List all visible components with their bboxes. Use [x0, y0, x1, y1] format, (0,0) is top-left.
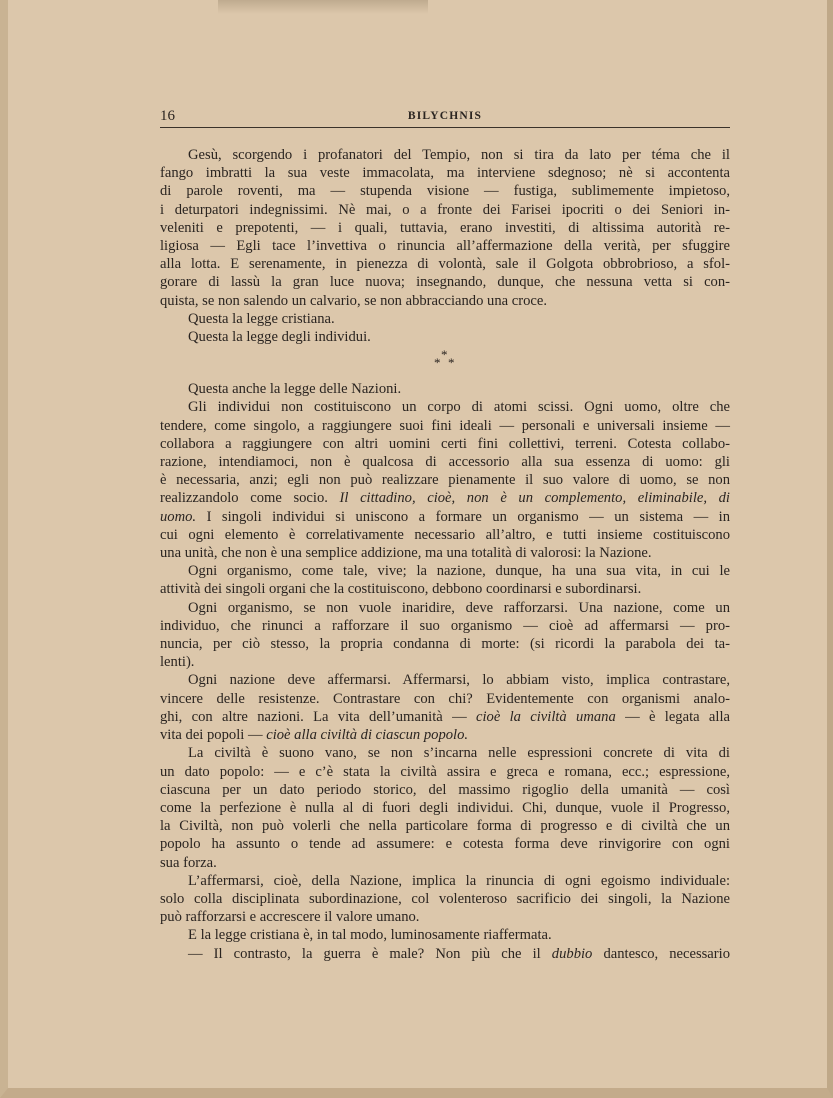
page-number: 16 — [160, 108, 175, 124]
paragraph — [160, 872, 730, 927]
text-line: i deturpatori indegnissimi. Nè mai, o a fronte dei Farisei ipocriti o dei Seniori in- — [160, 201, 730, 218]
text-line — [160, 726, 730, 744]
text-line: Ogni nazione deve affermarsi. Affermarsi, lo abbiam visto, implica contrastare, — [188, 672, 730, 689]
text-line: gorare di lassù la gran luce nuova; insegnando, dunque, che nessuna vetta si con- — [160, 274, 730, 291]
text-line: di parole roventi, ma — stupenda visione — fustiga, sublimemente impietoso, — [160, 183, 730, 200]
text-line: Gli individui non costituiscono un corpo di atomi scissi. Ogni uomo, oltre che — [188, 399, 730, 416]
text-line: Questa la legge degli individui. — [188, 329, 371, 346]
running-title: BILYCHNIS — [407, 110, 483, 122]
text-line: sua forza. — [160, 854, 217, 871]
text-line: veleniti e prepotenti, — i quali, tuttavia, erano investiti, di altissima autorità re- — [160, 219, 730, 236]
text-line: Gesù, scorgendo i profanatori del Tempio, non si tira da lato per téma che il — [188, 147, 730, 163]
text-line: nuncia, per ciò stesso, la propria condanna di morte: (si ricordi la parabola dei ta- — [160, 636, 730, 653]
text-line: attività dei singoli organi che la costituiscono, debbono coordinarsi e subordinarsi. — [160, 581, 642, 598]
text-segment: — Il contrasto, la guerra è male? Non più che il — [188, 945, 541, 962]
text-line: tendere, come singolo, a raggiungere suoi fini ideali — personali e universali insieme — — [160, 417, 730, 434]
asterism — [160, 346, 730, 380]
body-text — [160, 146, 730, 963]
asterism-star: * — [441, 347, 448, 363]
paragraph — [160, 671, 730, 744]
text-line: razione, intendiamoci, non è qualcosa di accessorio alla sua essenza di uomo: gli — [160, 454, 730, 471]
text-line: la Civiltà, non può volerli che nella particolare forma di progresso e di civiltà che un — [160, 818, 730, 835]
text-line: L’affermarsi, cioè, della Nazione, implica la rinuncia di ogni egoismo individuale: — [188, 872, 730, 889]
text-segment: vita dei popoli — — [160, 727, 263, 744]
italic-text: dubbio — [551, 945, 593, 962]
text-line: ciascuna per un dato periodo storico, del massimo rigoglio della umanità — così — [160, 781, 730, 798]
italic-text: cioè la civiltà umana — [475, 708, 616, 725]
text-line: La civiltà è suono vano, se non s’incarna nelle espressioni concrete di vita di — [188, 745, 730, 762]
text-segment: I singoli individui si uniscono a formare un organismo — un sistema — in — [206, 508, 730, 525]
text-line: E la legge cristiana è, in tal modo, luminosamente riaffermata. — [188, 927, 552, 944]
text-line: Questa la legge cristiana. — [188, 310, 335, 327]
text-line: un dato popolo: — e c’è stata la civiltà assira e greca e romana, ecc.; espressione, — [160, 763, 730, 780]
text-line: alla lotta. E serenamente, in pienezza di volontà, sale il Golgota obbrobrioso, a sfol- — [160, 256, 730, 273]
text-line: ligiosa — Egli tace l’invettiva o rinuncia all’affermazione della verità, per sfuggire — [160, 238, 730, 255]
text-line — [160, 945, 730, 963]
italic-text: uomo. — [160, 508, 197, 525]
text-line: solo colla disciplinata subordinazione, col volenteroso sacrificio dei singoli, la Nazione — [160, 890, 730, 907]
text-segment: dantesco, necessario — [603, 945, 730, 962]
paper-stain — [218, 0, 428, 14]
text-line: come la perfezione è nulla al di fuori degli individui. Chi, dunque, vuole il Progresso, — [160, 799, 730, 816]
text-line: è necessaria, anzi; egli non può realizzare pienamente il suo valore di uomo, se non — [160, 472, 730, 489]
text-line: popolo ha assunto o tende ad assumere: e cotesta forma deve rinvigorire con ogni — [160, 836, 730, 853]
text-line: collabora a raggiungere con altri uomini certi fini collettivi, terreni. Cotesta collabo- — [160, 435, 730, 452]
text-line: vincere delle resistenze. Contrastare con chi? Evidentemente con organismi analo- — [160, 690, 730, 707]
text-line: una unità, che non è una semplice addizione, ma una totalità di valorosi: la Nazione. — [160, 545, 652, 562]
text-segment: ghi, con altre nazioni. La vita dell’umanità — — [160, 708, 467, 725]
page-header — [160, 108, 730, 128]
italic-text: cioè alla civiltà di ciascun popolo. — [266, 727, 469, 744]
text-line: quista, se non salendo un calvario, se non abbracciando una croce. — [160, 292, 547, 309]
text-line — [160, 489, 730, 507]
paragraph — [160, 562, 730, 598]
paragraph — [160, 398, 730, 562]
paragraph — [160, 599, 730, 672]
text-line: Questa anche la legge delle Nazioni. — [188, 381, 402, 398]
header-rule — [160, 127, 730, 128]
paragraph — [160, 744, 730, 871]
italic-text: Il cittadino, cioè, non è un complemento, eliminabile, di — [339, 490, 730, 507]
text-line: può rafforzarsi e accrescere il valore umano. — [160, 909, 420, 926]
asterism-star: * — [434, 355, 441, 371]
text-line: individuo, che rinunci a rafforzare il suo organismo — cioè ad affermarsi — pro- — [160, 617, 730, 634]
text-segment: — è legata alla — [625, 708, 730, 725]
paragraph — [160, 146, 730, 310]
text-line: Ogni organismo, come tale, vive; la nazione, dunque, ha una sua vita, in cui le — [188, 563, 730, 580]
text-line: Ogni organismo, se non vuole inaridire, deve rafforzarsi. Una nazione, come un — [188, 599, 730, 616]
text-segment: realizzandolo come socio. — [160, 490, 328, 507]
text-line — [160, 708, 730, 726]
text-line: fango imbratti la sua veste immacolata, ma interviene sdegnoso; nè si accontenta — [160, 165, 730, 182]
text-line — [160, 508, 730, 526]
text-line: cui ogni elemento è correlativamente necessario all’altro, e tutti insieme costituiscono — [160, 526, 730, 543]
text-line: lenti). — [160, 654, 195, 671]
asterism-star: * — [448, 355, 455, 371]
